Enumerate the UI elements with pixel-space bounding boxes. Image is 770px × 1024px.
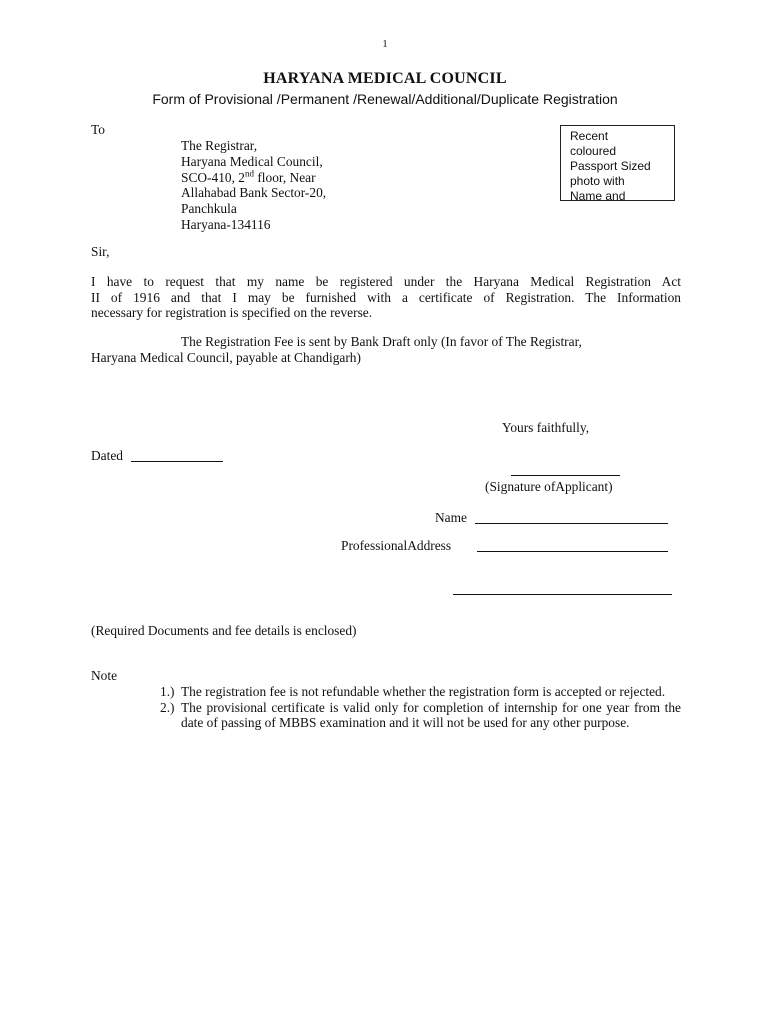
name-field-line[interactable]: [475, 523, 668, 524]
photo-box-line: Passport Sized: [570, 159, 651, 173]
request-line: II of 1916 and that I may be furnished with a certificate of Registration. The Information: [91, 289, 681, 305]
request-line: I have to request that my name be registered under the Haryana Medical Registration Act: [91, 274, 681, 289]
note-item: [160, 684, 681, 700]
address-line-4: Allahabad Bank Sector-20,: [181, 185, 327, 201]
note-number: 2.): [160, 699, 175, 715]
address-field-line-2[interactable]: [453, 594, 672, 595]
to-label: To: [91, 122, 105, 137]
name-label: Name: [435, 510, 467, 525]
address-line-2: Haryana Medical Council,: [181, 153, 323, 169]
photo-box: [560, 125, 675, 201]
note-text: The provisional certificate is valid only for completion of internship for one year from the date of passing of MBBS examination and it will not be used for any other purpose.: [181, 699, 681, 731]
fee-line: The Registration Fee is sent by Bank Draft only (In favor of The Registrar,: [181, 334, 582, 349]
salutation: Sir,: [91, 244, 110, 259]
fee-paragraph: [91, 334, 681, 365]
note-text: The registration fee is not refundable whether the registration form is accepted or rejected.: [181, 684, 666, 699]
photo-box-line: photo with: [570, 174, 625, 188]
dated-field-line[interactable]: [131, 461, 223, 462]
note-item: [160, 700, 681, 731]
page-title: HARYANA MEDICAL COUNCIL: [263, 70, 507, 87]
address-field-line[interactable]: [477, 551, 668, 552]
notes-list: [160, 684, 681, 731]
signature-label: (Signature ofApplicant): [485, 479, 613, 494]
note-heading: Note: [91, 668, 118, 683]
page-number: 1: [382, 38, 388, 50]
photo-box-line: Name and: [570, 189, 626, 201]
address-line-1: The Registrar,: [181, 138, 258, 153]
professional-address-label: ProfessionalAddress: [341, 538, 452, 553]
fee-line: Haryana Medical Council, payable at Chandigarh): [91, 349, 361, 365]
address-line-5: Panchkula: [181, 201, 237, 217]
closing-text: Yours faithfully,: [502, 420, 590, 435]
request-paragraph: [91, 274, 681, 321]
recipient-address: [181, 138, 326, 233]
form-subtitle: Form of Provisional /Permanent /Renewal/Additional/Duplicate Registration: [152, 91, 618, 107]
address-line-6: Haryana-134116: [181, 216, 271, 232]
dated-label: Dated: [91, 448, 123, 463]
photo-box-line: coloured: [570, 144, 617, 158]
address-line-3: SCO-410, 2nd floor, Near: [181, 168, 316, 185]
enclosure-note: (Required Documents and fee details is enclosed): [91, 623, 357, 638]
request-line: necessary for registration is specified on the reverse.: [91, 305, 373, 321]
note-number: 1.): [160, 684, 175, 699]
photo-box-line: Recent: [570, 129, 609, 143]
signature-line[interactable]: [511, 475, 620, 476]
